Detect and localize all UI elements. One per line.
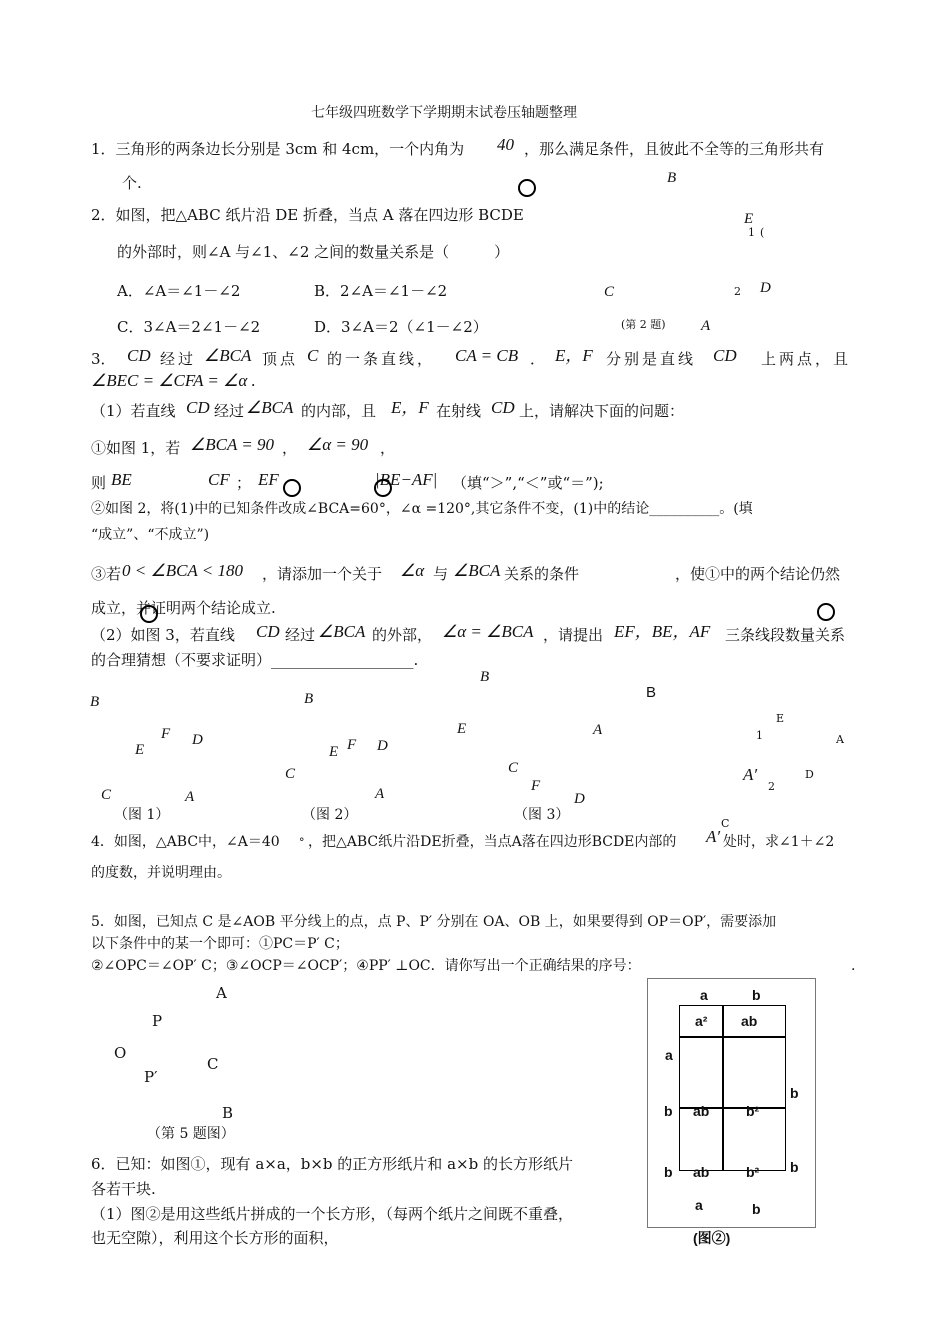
- q3-p2-bca: ∠BCA: [318, 622, 366, 641]
- grid-cell-b2-bot-label: b²: [746, 1164, 760, 1180]
- q3-semi: ；: [236, 474, 252, 492]
- q3-c3-expr: 0 < ∠BCA < 180: [122, 561, 243, 580]
- q2-fig-label-2: 2: [734, 285, 741, 298]
- q3-p2-b: 经过: [285, 626, 316, 644]
- q3-l2: ∠BEC = ∠CFA = ∠α .: [91, 371, 256, 390]
- q2-option-c: C．3∠A＝2∠1－∠2: [117, 318, 261, 336]
- f4-label-d: D: [805, 768, 814, 781]
- q6-fig-caption: (图②): [693, 1230, 731, 1246]
- q3-p2-cd: CD: [256, 622, 280, 641]
- q5-fig-label-a: A: [216, 984, 227, 1002]
- blank-circle-4: [817, 603, 835, 621]
- f4-label-1: 1: [756, 729, 763, 742]
- f3-label-e: E: [457, 721, 467, 737]
- f1-caption: （图 1）: [114, 807, 170, 823]
- f3-caption: （图 3）: [514, 807, 570, 823]
- f2-label-e: E: [329, 744, 339, 760]
- f3-label-b: B: [480, 669, 490, 685]
- f1-label-f: F: [161, 726, 171, 742]
- q2-line1: 2．如图，把△ABC 纸片沿 DE 折叠，当点 A 落在四边形 BCDE: [91, 206, 524, 224]
- q3-l1-through: 经过: [160, 350, 197, 368]
- grid-top-a: a: [700, 987, 708, 1003]
- q3-l1-angle-bca: ∠BCA: [204, 346, 252, 365]
- q3-p1-e: 上，请解决下面的问题：: [519, 402, 685, 420]
- q5-fig-label-p: P: [152, 1012, 163, 1030]
- q3-l1-ef: E，F: [555, 346, 593, 365]
- q4-l1c: 处时，求∠1＋∠2: [723, 834, 835, 850]
- q3-p2-f: 的合理猜想（不要求证明）___________________.: [91, 651, 419, 669]
- q2-line2: 的外部时，则∠A 与∠1、∠2 之间的数量关系是（ ）: [117, 243, 510, 261]
- q3-l1-ca-cb: CA = CB: [455, 346, 519, 365]
- q1-rest: ，那么满足条件，且彼此不全等的三角形共有: [524, 140, 825, 158]
- q4-l1b: ，把△ABC纸片沿DE折叠，当点A落在四边形BCDE内部的: [308, 834, 677, 850]
- q2-option-a: A．∠A＝∠1－∠2: [117, 282, 241, 300]
- page-title: 七年级四班数学下学期期末试卷压轴题整理: [311, 105, 577, 121]
- f4-label-c: C: [721, 817, 730, 830]
- f2-label-f: F: [347, 737, 357, 753]
- q3-l1-vertex: 顶点: [262, 350, 299, 368]
- grid-cell-ab-top-label: ab: [741, 1013, 758, 1029]
- q3-p1-b: 经过: [214, 402, 245, 420]
- q4-l1a: 4．如图，△ABC中，∠A＝40: [91, 834, 280, 850]
- q3-p1-cd2: CD: [491, 398, 515, 417]
- q3-l1-tail: 上两点，且: [761, 350, 852, 368]
- q3-p2-d: ，请提出: [543, 626, 604, 644]
- q4-degree: °: [299, 836, 305, 849]
- f4-label-2: 2: [768, 780, 775, 793]
- q2-fig-paren: (: [760, 226, 765, 239]
- q3-l1-points: 分别是直线: [606, 350, 697, 368]
- q6-l1: 6．已知：如图①，现有 a×a，b×b 的正方形纸片和 a×b 的长方形纸片: [91, 1155, 573, 1173]
- grid-top-b: b: [752, 987, 761, 1003]
- q3-p1-d: 在射线: [436, 402, 482, 420]
- blank-circle-2: [374, 479, 392, 497]
- grid-cell-ab-mid-label: ab: [693, 1103, 710, 1119]
- q3-c3-b: ，请添加一个关于: [262, 565, 383, 583]
- q1-angle: 40: [497, 135, 514, 154]
- q1-line1: 1．三角形的两条边长分别是 3cm 和 4cm，一个内角为: [91, 140, 465, 158]
- q3-cf: CF: [208, 470, 230, 489]
- q3-c2b: “成立”、“不成立”): [91, 527, 210, 543]
- q5-fig-label-o: O: [114, 1044, 127, 1062]
- q3-then: 则: [91, 474, 107, 492]
- q5-l2: 以下条件中的某一个即可：①PC＝P′ C；: [91, 936, 349, 952]
- grid-left-a: a: [665, 1047, 673, 1063]
- q3-p1-cd: CD: [186, 398, 210, 417]
- q3-l1-line: 的一条直线，: [327, 350, 436, 368]
- q3-p1-c: 的内部，且: [301, 402, 377, 420]
- q3-c3-alpha: ∠α: [400, 561, 425, 580]
- f4-label-e: E: [776, 712, 785, 725]
- f4-label-a-prime: A′: [743, 765, 758, 784]
- f2-caption: （图 2）: [302, 807, 358, 823]
- blank-circle-3: [140, 605, 158, 623]
- q3-c1-a: ①如图 1，若: [91, 439, 181, 457]
- q3-l1-dot: ．: [530, 350, 546, 368]
- q2-fig-label-b: B: [667, 170, 677, 186]
- blank-circle-1: [283, 479, 301, 497]
- q6-l2: 各若干块.: [91, 1180, 156, 1198]
- q2-fig-label-c: C: [604, 284, 615, 300]
- q3-c1-c: ，: [380, 439, 396, 457]
- f3-label-f: F: [531, 778, 541, 794]
- f2-label-c: C: [285, 766, 296, 782]
- f2-label-d: D: [377, 738, 388, 754]
- grid-right-b1: b: [790, 1085, 799, 1101]
- q3-p1-bca: ∠BCA: [246, 398, 294, 417]
- grid-bottom-a: a: [695, 1197, 703, 1213]
- f4-label-b: B: [646, 684, 657, 701]
- q6-figure-frame: [647, 978, 816, 1228]
- grid-bottom-b: b: [752, 1201, 761, 1217]
- q3-c3-e: ，使①中的两个结论仍然: [675, 565, 841, 583]
- f3-label-a: A: [593, 722, 603, 738]
- grid-cell-ab-bot-label: ab: [693, 1164, 710, 1180]
- q4-l2: 的度数，并说明理由。: [91, 865, 231, 881]
- q3-c3-a: ③若: [91, 565, 122, 583]
- q3-c3-f: 成立，并证明两个结论成立.: [91, 599, 276, 617]
- f3-label-c: C: [508, 760, 519, 776]
- q2-option-d: D．3∠A＝2（∠1－∠2）: [314, 318, 488, 336]
- q3-p2-vars: EF，BE，AF: [614, 622, 711, 641]
- q3-c3-bca: ∠BCA: [453, 561, 501, 580]
- grid-left-b2: b: [664, 1164, 673, 1180]
- f1-label-c: C: [101, 787, 112, 803]
- grid-cell-a2-label: a²: [695, 1013, 708, 1029]
- q3-be: BE: [111, 470, 132, 489]
- q2-fig-label-d: D: [760, 280, 771, 296]
- q1-line2: 个.: [122, 174, 142, 192]
- q5-fig-label-p-prime: P′: [144, 1068, 158, 1086]
- q3-p2-c: 的外部，: [372, 626, 433, 644]
- q3-p1-a: （1）若直线: [91, 402, 176, 420]
- q3-abs-expr: |BE−AF|: [375, 470, 438, 489]
- q2-option-b: B．2∠A＝∠1－∠2: [314, 282, 448, 300]
- q5-fig-label-b: B: [222, 1104, 234, 1122]
- q3-l1-cd2: CD: [713, 346, 737, 365]
- q5-l1: 5．如图，已知点 C 是∠AOB 平分线上的点，点 P、P′ 分别在 OA、OB 上，如果要得到 OP＝OP′，需要添加: [91, 914, 777, 930]
- q3-l1-cd: CD: [127, 346, 151, 365]
- q5-fig-label-c: C: [207, 1055, 219, 1073]
- q3-ef: EF: [258, 470, 279, 489]
- q3-c2: ②如图 2，将(1)中的已知条件改成∠BCA=60°，∠α =120°,其它条件不变，(1)中的结论__________。(填: [91, 501, 753, 517]
- q5-l3: ②∠OPC＝∠OP′ C；③∠OCP＝∠OCP′；④PP′ ⊥OC．请你写出一个正确结果的序号：: [91, 958, 641, 974]
- q6-l4: 也无空隙），利用这个长方形的面积，: [91, 1229, 339, 1247]
- q3-p2-a: （2）如图 3，若直线: [91, 626, 235, 644]
- q3-c1-b: ，: [282, 439, 298, 457]
- q3-c3-d: 关系的条件: [504, 565, 580, 583]
- f3-label-d: D: [574, 791, 585, 807]
- degree-circle-mark: [518, 179, 536, 197]
- q3-p1-ef: E，F: [391, 398, 429, 417]
- q5-fig-caption: （第 5 题图）: [147, 1126, 235, 1142]
- q3-p2-e: 三条线段数量关系: [725, 626, 846, 644]
- q3-fill-hint: （填“＞”,“＜”或“＝”);: [452, 474, 604, 492]
- q2-fig-label-1: 1: [748, 226, 755, 239]
- f2-label-b: B: [304, 691, 314, 707]
- q3-l1-c: C: [307, 346, 319, 365]
- q3-c1-alpha: ∠α = 90: [307, 435, 369, 454]
- q2-fig-caption: (第 2 题): [621, 318, 666, 331]
- f1-label-b: B: [90, 694, 100, 710]
- q3-l1-num: 3．: [91, 350, 116, 368]
- grid-left-b1: b: [664, 1103, 673, 1119]
- grid-right-b2: b: [790, 1159, 799, 1175]
- grid-cell-b2-mid: [722, 1036, 786, 1109]
- grid-cell-b2-mid-label: b²: [746, 1103, 760, 1119]
- grid-cell-ab-mid: [679, 1036, 724, 1109]
- q5-dot: .: [851, 958, 856, 974]
- q4-a-prime: A′: [706, 827, 721, 846]
- f1-label-a: A: [185, 789, 195, 805]
- q2-fig-label-a: A: [701, 318, 711, 334]
- q6-l3: （1）图②是用这些纸片拼成的一个长方形，（每两个纸片之间既不重叠，: [91, 1205, 574, 1223]
- f1-label-d: D: [192, 732, 203, 748]
- q3-c3-c: 与: [433, 565, 449, 583]
- q2-fig-label-e: E: [744, 211, 754, 227]
- f2-label-a: A: [375, 786, 385, 802]
- q3-c1-bca: ∠BCA = 90: [190, 435, 275, 454]
- q3-p2-eq: ∠α = ∠BCA: [442, 622, 534, 641]
- f4-label-a: A: [836, 733, 844, 746]
- f1-label-e: E: [135, 742, 145, 758]
